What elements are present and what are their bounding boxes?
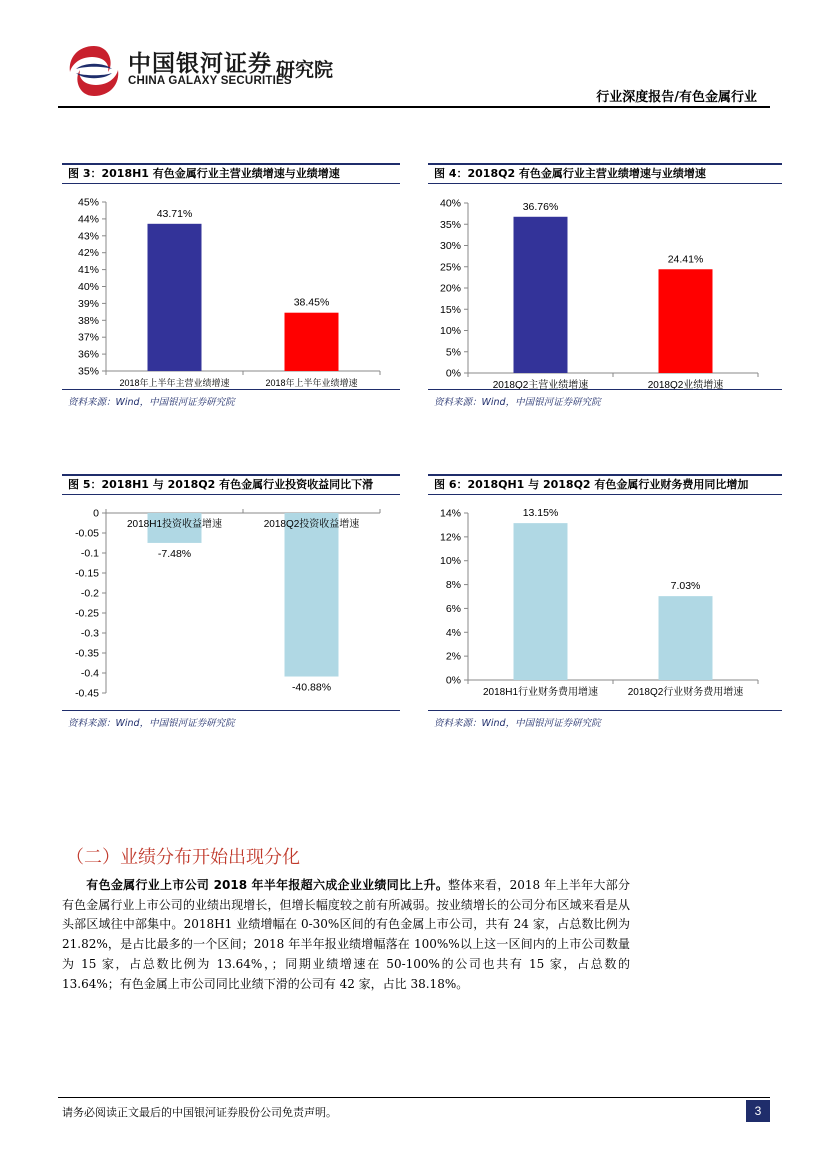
y-tick-label: 4% [445, 626, 461, 639]
y-tick-label: 10% [439, 325, 461, 337]
y-tick-label: 35% [439, 218, 461, 231]
figure-source: 资料来源：Wind，中国银河证券研究院 [68, 397, 235, 408]
y-tick-label: -0.15 [75, 567, 99, 580]
category-label: 2018H1行业财务费用增速 [482, 687, 599, 698]
bar [285, 513, 339, 677]
y-tick-label: -0.2 [80, 587, 99, 600]
y-tick-label: 15% [439, 303, 461, 316]
y-tick-label: 14% [439, 507, 461, 520]
bar [659, 596, 713, 680]
figure-title: 图 3：2018H1 有色金属行业主营业绩增速与业绩增速 [68, 167, 340, 180]
data-label: 24.41% [667, 253, 704, 266]
category-label: 2018年上半年业绩增速 [265, 378, 358, 388]
y-tick-label: 39% [77, 297, 99, 310]
figure-rule [428, 710, 782, 711]
chart-fig6 [428, 495, 782, 710]
y-tick-label: 0 [93, 507, 99, 520]
bar [659, 269, 713, 373]
data-label: 36.76% [522, 200, 559, 213]
y-tick-label: 6% [445, 602, 461, 615]
y-tick-label: 20% [439, 282, 461, 295]
data-label: 13.15% [522, 507, 559, 520]
figure-title: 图 4：2018Q2 有色金属行业主营业绩增速与业绩增速 [434, 167, 706, 180]
paragraph-lead: 有色金属行业上市公司 2018 年半年报超六成企业业绩同比上升。 [86, 878, 449, 892]
y-tick-label: -0.25 [75, 607, 99, 620]
bar [514, 217, 568, 373]
figure-rule [62, 389, 400, 390]
y-tick-label: -0.3 [80, 627, 99, 640]
y-tick-label: 0% [445, 674, 461, 687]
footer-divider [58, 1097, 770, 1098]
y-tick-label: 44% [77, 213, 99, 226]
figure-source: 资料来源：Wind，中国银河证券研究院 [434, 397, 601, 408]
bar [514, 523, 568, 680]
logo-institute: 研究院 [276, 59, 334, 81]
figure-5 [62, 474, 400, 729]
figure-3 [62, 163, 400, 408]
y-tick-label: 12% [439, 531, 461, 544]
figure-6 [428, 474, 782, 729]
data-label: 7.03% [670, 580, 701, 593]
header-divider [58, 106, 770, 108]
y-tick-label: 45% [77, 196, 99, 209]
figure-source: 资料来源：Wind，中国银河证券研究院 [68, 718, 235, 729]
y-tick-label: 10% [439, 555, 461, 568]
y-tick-label: -0.45 [75, 687, 99, 700]
data-label: 38.45% [293, 296, 330, 309]
report-type: 行业深度报告/有色金属行业 [596, 90, 757, 105]
bar [148, 224, 202, 371]
category-label: 2018Q2主营业绩增速 [492, 380, 589, 389]
y-tick-label: -0.1 [80, 547, 99, 560]
y-tick-label: 36% [77, 348, 99, 361]
logo [64, 42, 364, 102]
y-tick-label: 42% [77, 247, 99, 260]
footer-disclaimer: 请务必阅读正文最后的中国银河证券股份公司免责声明。 [62, 1106, 337, 1119]
y-tick-label: 2% [445, 650, 461, 663]
section-paragraph [62, 876, 630, 994]
y-tick-label: 40% [439, 197, 461, 210]
y-tick-label: 37% [77, 331, 99, 344]
category-label: 2018年上半年主营业绩增速 [119, 378, 230, 388]
category-label: 2018Q2行业财务费用增速 [627, 687, 744, 698]
paragraph-body: 整体来看，2018 年上半年大部分有色金属行业上市公司的业绩出现增长，但增长幅度较之前有所减弱。按业绩增长的公司分布区域来看是从头部区域往中部集中。2018H1 业绩增幅在 0-30%区间的有色金属上市公司，共有 24 家，占总数比例为 21.82%，是占比最多的一个区间；2018 年半年报业绩增幅落在 100%%以上这一区间内的上市公司数量为 15 家，占总数比例为 13.64%，；同期业绩增速在 50-100%的公司也共有 15 家，占总数的 13.64%；有色金属上市公司同比业绩下滑的公司有 42 家，占比 38.18%。 [62, 878, 630, 991]
chart-fig3 [62, 184, 400, 389]
logo-chinese-name: 中国银河证券 [128, 51, 272, 77]
chart-fig5 [62, 495, 400, 710]
category-label: 2018H1投资收益增速 [126, 519, 223, 530]
figure-title: 图 5：2018H1 与 2018Q2 有色金属行业投资收益同比下滑 [68, 478, 374, 491]
y-tick-label: 30% [439, 240, 461, 252]
figure-title: 图 6：2018QH1 与 2018Q2 有色金属行业财务费用同比增加 [434, 478, 749, 491]
y-tick-label: -0.35 [75, 647, 99, 660]
page-number: 3 [746, 1100, 770, 1122]
category-label: 2018Q2业绩增速 [647, 380, 724, 389]
y-tick-label: 0% [445, 367, 461, 380]
y-tick-label: 35% [77, 365, 99, 378]
galaxy-logo-icon [64, 42, 124, 100]
section-heading: （二）业绩分布开始出现分化 [66, 847, 300, 868]
figure-rule [428, 389, 782, 390]
y-tick-label: 41% [77, 264, 99, 277]
y-tick-label: 5% [445, 346, 461, 359]
figure-source: 资料来源：Wind，中国银河证券研究院 [434, 718, 601, 729]
y-tick-label: -0.4 [80, 667, 99, 680]
data-label: -7.48% [157, 547, 192, 560]
category-label: 2018Q2投资收益增速 [263, 519, 360, 530]
data-label: 43.71% [156, 207, 193, 220]
y-tick-label: 40% [77, 281, 99, 293]
figure-rule [62, 710, 400, 711]
figure-4 [428, 163, 782, 408]
y-tick-label: 38% [77, 314, 99, 327]
chart-fig4 [428, 184, 782, 389]
y-tick-label: 43% [77, 230, 99, 243]
bar [285, 313, 339, 371]
y-tick-label: 8% [445, 579, 461, 592]
y-tick-label: 25% [439, 261, 461, 274]
data-label: -40.88% [291, 681, 332, 694]
logo-english-name: CHINA GALAXY SECURITIES [128, 75, 292, 87]
y-tick-label: -0.05 [75, 527, 99, 540]
